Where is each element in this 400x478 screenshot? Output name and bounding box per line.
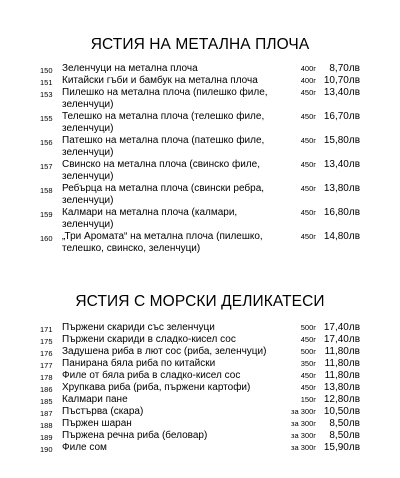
item-name: Задушена риба в лют сос (риба, зеленчуци) bbox=[62, 346, 267, 357]
menu-item bbox=[0, 334, 400, 346]
item-weight: 450г bbox=[300, 160, 316, 169]
menu-item bbox=[0, 63, 400, 75]
item-number: 175 bbox=[40, 337, 53, 346]
item-price: 13,80лв bbox=[323, 382, 360, 393]
item-number: 156 bbox=[40, 138, 53, 147]
item-name: Филе сом bbox=[62, 442, 107, 453]
item-name: Пържен шаран bbox=[62, 418, 132, 429]
item-weight: 450г bbox=[300, 88, 316, 97]
item-number: 160 bbox=[40, 234, 53, 243]
menu-item bbox=[0, 358, 400, 370]
item-name: Калмари пане bbox=[62, 394, 128, 405]
item-price: 15,80лв bbox=[323, 135, 360, 146]
item-number: 177 bbox=[40, 361, 53, 370]
item-price: 8,50лв bbox=[329, 418, 360, 429]
item-price: 8,70лв bbox=[329, 63, 360, 74]
menu-item bbox=[0, 207, 400, 231]
item-number: 176 bbox=[40, 349, 53, 358]
item-name: Пилешко на метална плоча (пилешко филе, зеленчуци) bbox=[62, 87, 268, 110]
item-weight: 450г bbox=[300, 335, 316, 344]
item-number: 158 bbox=[40, 186, 53, 195]
item-number: 153 bbox=[40, 90, 53, 99]
item-price: 14,80лв bbox=[323, 231, 360, 242]
item-price: 11,80лв bbox=[324, 370, 360, 381]
item-weight: 400г bbox=[300, 76, 316, 85]
item-price: 10,70лв bbox=[323, 75, 360, 86]
item-weight: 450г bbox=[300, 184, 316, 193]
item-weight: 450г bbox=[300, 112, 316, 121]
item-price: 15,90лв bbox=[323, 442, 360, 453]
menu-item bbox=[0, 418, 400, 430]
item-weight: 500г bbox=[300, 347, 316, 356]
item-weight: за 300г bbox=[291, 443, 316, 452]
section-title-metal-plate: ЯСТИЯ НА МЕТАЛНА ПЛОЧА bbox=[90, 36, 310, 53]
menu-item bbox=[0, 394, 400, 406]
item-weight: 450г bbox=[300, 208, 316, 217]
item-name: Патешко на метална плоча (патешко филе, зеленчуци) bbox=[62, 135, 265, 158]
menu-item bbox=[0, 382, 400, 394]
menu-list-seafood bbox=[0, 322, 400, 454]
menu-item bbox=[0, 111, 400, 135]
item-number: 155 bbox=[40, 114, 53, 123]
item-number: 187 bbox=[40, 409, 53, 418]
item-weight: за 300г bbox=[291, 407, 316, 416]
item-weight: 450г bbox=[300, 371, 316, 380]
item-name: Пържени скариди със зеленчуци bbox=[62, 322, 215, 333]
item-weight: 400г bbox=[300, 64, 316, 73]
menu-item bbox=[0, 406, 400, 418]
item-name: Зеленчуци на метална плоча bbox=[62, 63, 198, 74]
item-name: Свинско на метална плоча (свинско филе, зеленчуци) bbox=[62, 159, 260, 182]
item-weight: за 300г bbox=[291, 431, 316, 440]
item-price: 8,50лв bbox=[329, 430, 360, 441]
item-price: 11,80лв bbox=[324, 358, 360, 369]
menu-item bbox=[0, 231, 400, 255]
item-weight: 450г bbox=[300, 136, 316, 145]
item-number: 190 bbox=[40, 445, 53, 454]
item-weight: 450г bbox=[300, 232, 316, 241]
item-name: Пъстърва (скара) bbox=[62, 406, 144, 417]
item-number: 186 bbox=[40, 385, 53, 394]
menu-list-metal-plate bbox=[0, 63, 400, 255]
item-number: 159 bbox=[40, 210, 53, 219]
menu-item bbox=[0, 183, 400, 207]
item-name: Пържени скариди в сладко-кисел сос bbox=[62, 334, 236, 345]
item-number: 189 bbox=[40, 433, 53, 442]
menu-item bbox=[0, 135, 400, 159]
item-price: 12,80лв bbox=[323, 394, 360, 405]
item-weight: 500г bbox=[300, 323, 316, 332]
item-price: 16,80лв bbox=[323, 207, 360, 218]
item-price: 16,70лв bbox=[323, 111, 360, 122]
item-price: 17,40лв bbox=[323, 334, 360, 345]
item-name: Филе от бяла риба в сладко-кисел сос bbox=[62, 370, 241, 381]
item-number: 171 bbox=[40, 325, 53, 334]
item-name: Телешко на метална плоча (телешко филе, зеленчуци) bbox=[62, 111, 265, 134]
item-number: 188 bbox=[40, 421, 53, 430]
item-name: Калмари на метална плоча (калмари, зеленчуци) bbox=[62, 207, 238, 230]
item-number: 185 bbox=[40, 397, 53, 406]
item-price: 13,80лв bbox=[323, 183, 360, 194]
item-number: 151 bbox=[40, 78, 53, 87]
item-weight: 450г bbox=[300, 383, 316, 392]
item-number: 150 bbox=[40, 66, 53, 75]
item-price: 11,80лв bbox=[324, 346, 360, 357]
menu-item bbox=[0, 322, 400, 334]
item-number: 157 bbox=[40, 162, 53, 171]
menu-item bbox=[0, 75, 400, 87]
item-name: Хрупкава риба (риба, пържени картофи) bbox=[62, 382, 251, 393]
item-name: Панирана бяла риба по китайски bbox=[62, 358, 216, 369]
item-name: „Три Аромата“ на метална плоча (пилешко, телешко, свинско, зеленчуци) bbox=[62, 231, 263, 254]
item-name: Китайски гъби и бамбук на метална плоча bbox=[62, 75, 258, 86]
item-weight: 150г bbox=[300, 395, 316, 404]
item-weight: 350г bbox=[300, 359, 316, 368]
item-price: 17,40лв bbox=[323, 322, 360, 333]
menu-item bbox=[0, 442, 400, 454]
menu-item bbox=[0, 87, 400, 111]
item-price: 13,40лв bbox=[323, 159, 360, 170]
item-name: Пържена речна риба (беловар) bbox=[62, 430, 208, 441]
section-title-seafood: ЯСТИЯ С МОРСКИ ДЕЛИКАТЕСИ bbox=[75, 293, 325, 310]
menu-item bbox=[0, 430, 400, 442]
item-number: 178 bbox=[40, 373, 53, 382]
item-price: 10,50лв bbox=[323, 406, 360, 417]
item-price: 13,40лв bbox=[323, 87, 360, 98]
menu-item bbox=[0, 159, 400, 183]
item-weight: за 300г bbox=[291, 419, 316, 428]
menu-item bbox=[0, 346, 400, 358]
menu-item bbox=[0, 370, 400, 382]
item-name: Ребърца на метална плоча (свински ребра, зеленчуци) bbox=[62, 183, 265, 206]
